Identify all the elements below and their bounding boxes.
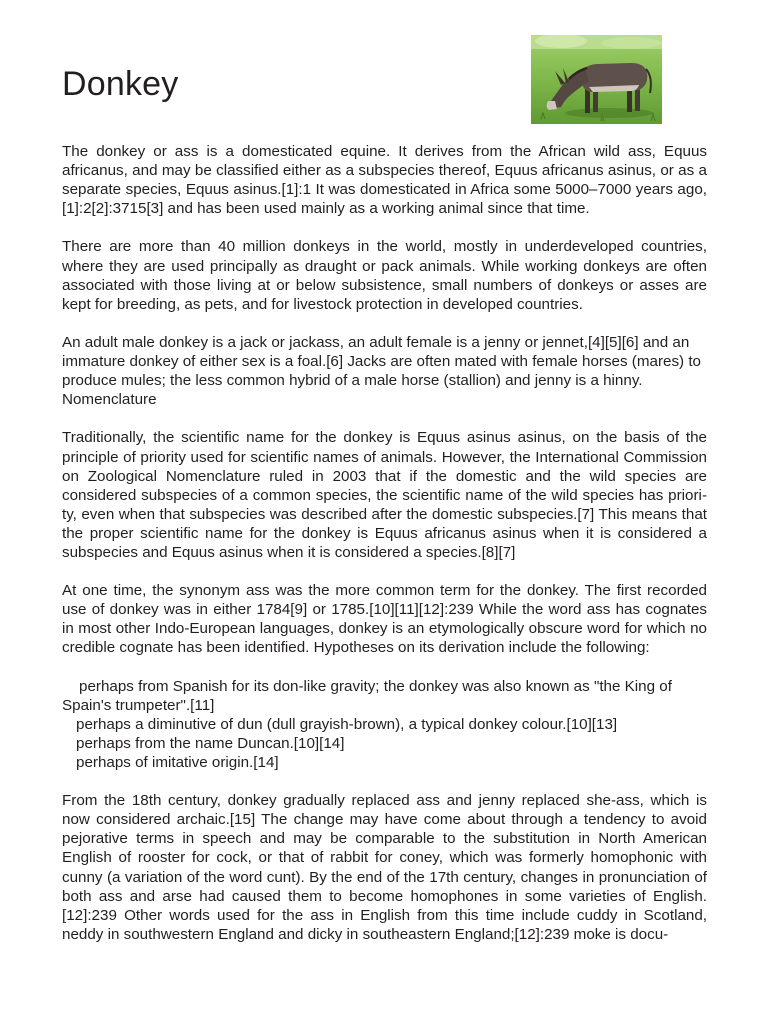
paragraph-population: There are more than 40 million donkeys in the world, mostly in underdeveloped countries, where they are used principally as draught or pack animals. While working donkeys are often associated with those living at or below subsistence, small numbers of donkeys or asses are kept for breeding, as pets, and for livestock protection in developed countries. (62, 238, 707, 313)
nomenclature-heading: Nomenclature (62, 391, 157, 409)
donkey-photo (531, 35, 662, 124)
article-body (62, 142, 707, 963)
paragraph-etymology: At one time, the synonym ass was the more common term for the donkey. The first recorded use of donkey was in either 1784[9] or 1785.[10][11][12]:239 While the word ass has cognates in most other Indo-European languages, donkey is an etymologically obscure word for which no credible cognate has been identified. Hypotheses on its derivation include the following: (62, 582, 707, 657)
paragraph-scientific-name: Traditionally, the scientific name for the donkey is Equus asinus asinus, on the basis of the principle of priority used for scientific names of animals. However, the International Commission on Zoological Nomenclature ruled in 2003 that if the domestic and the wild species are considered subspecies of a common species, the scientific name of the wild species has priority, even when that subspecies was described after the domestic subspecies.[7] This means that the proper scientific name for the donkey is Equus africanus asinus when it is considered a subspecies and Equus asinus when it is considered a species.[8][7] (62, 429, 707, 561)
paragraph-terms: An adult male donkey is a jack or jackass, an adult female is a jenny or jennet,[4][5][6] and an immature donkey of either sex is a foal.[6] Jacks are often mated with female horses (mares) to produce mules; the less common hybrid of a male horse (stallion) and jenny is a hinny. Nomenclature (62, 333, 701, 409)
paragraph-intro: The donkey or ass is a domesticated equine. It derives from the African wild ass, Equus africanus, and may be classified either as a subspecies thereof, Equus africanus asinus, or as a separate species, Equus asinus.[1]:1 It was domesticated in Africa some 5000–7000 years ago,[1]:2[2]:3715[3] and has been used mainly as a working animal since that time. (62, 143, 707, 218)
list-item: perhaps from Spanish for its don-like gravity; the donkey was also known as "the King of Spain's trumpeter".[11] (62, 677, 672, 714)
list-item: perhaps of imitative origin.[14] (76, 754, 279, 771)
list-item: perhaps from the name Duncan.[10][14] (76, 734, 345, 752)
paragraph-history: From the 18th century, donkey gradually replaced ass and jenny replaced she-ass, which is now considered archaic.[15] The change may have come about through a tendency to avoid pejorative terms in speech and may be comparable to the substitution in North American English of rooster for cock, or that of rabbit for coney, which was formerly homophonic with cunny (a variation of the word cunt). By the end of the 17th century, changes in pronunciation of both ass and arse had caused them to become homophones in some varieties of English.[12]:239 Other words used for the ass in English from this time include cuddy in Scotland, neddy in southwestern England and dicky in southeastern England;[12]:239 moke is docu- (62, 792, 707, 943)
hypotheses-list (62, 677, 707, 772)
list-item: perhaps a diminutive of dun (dull grayish-brown), a typical donkey colour.[10][13] (76, 715, 618, 733)
page-title: Donkey (62, 65, 179, 103)
